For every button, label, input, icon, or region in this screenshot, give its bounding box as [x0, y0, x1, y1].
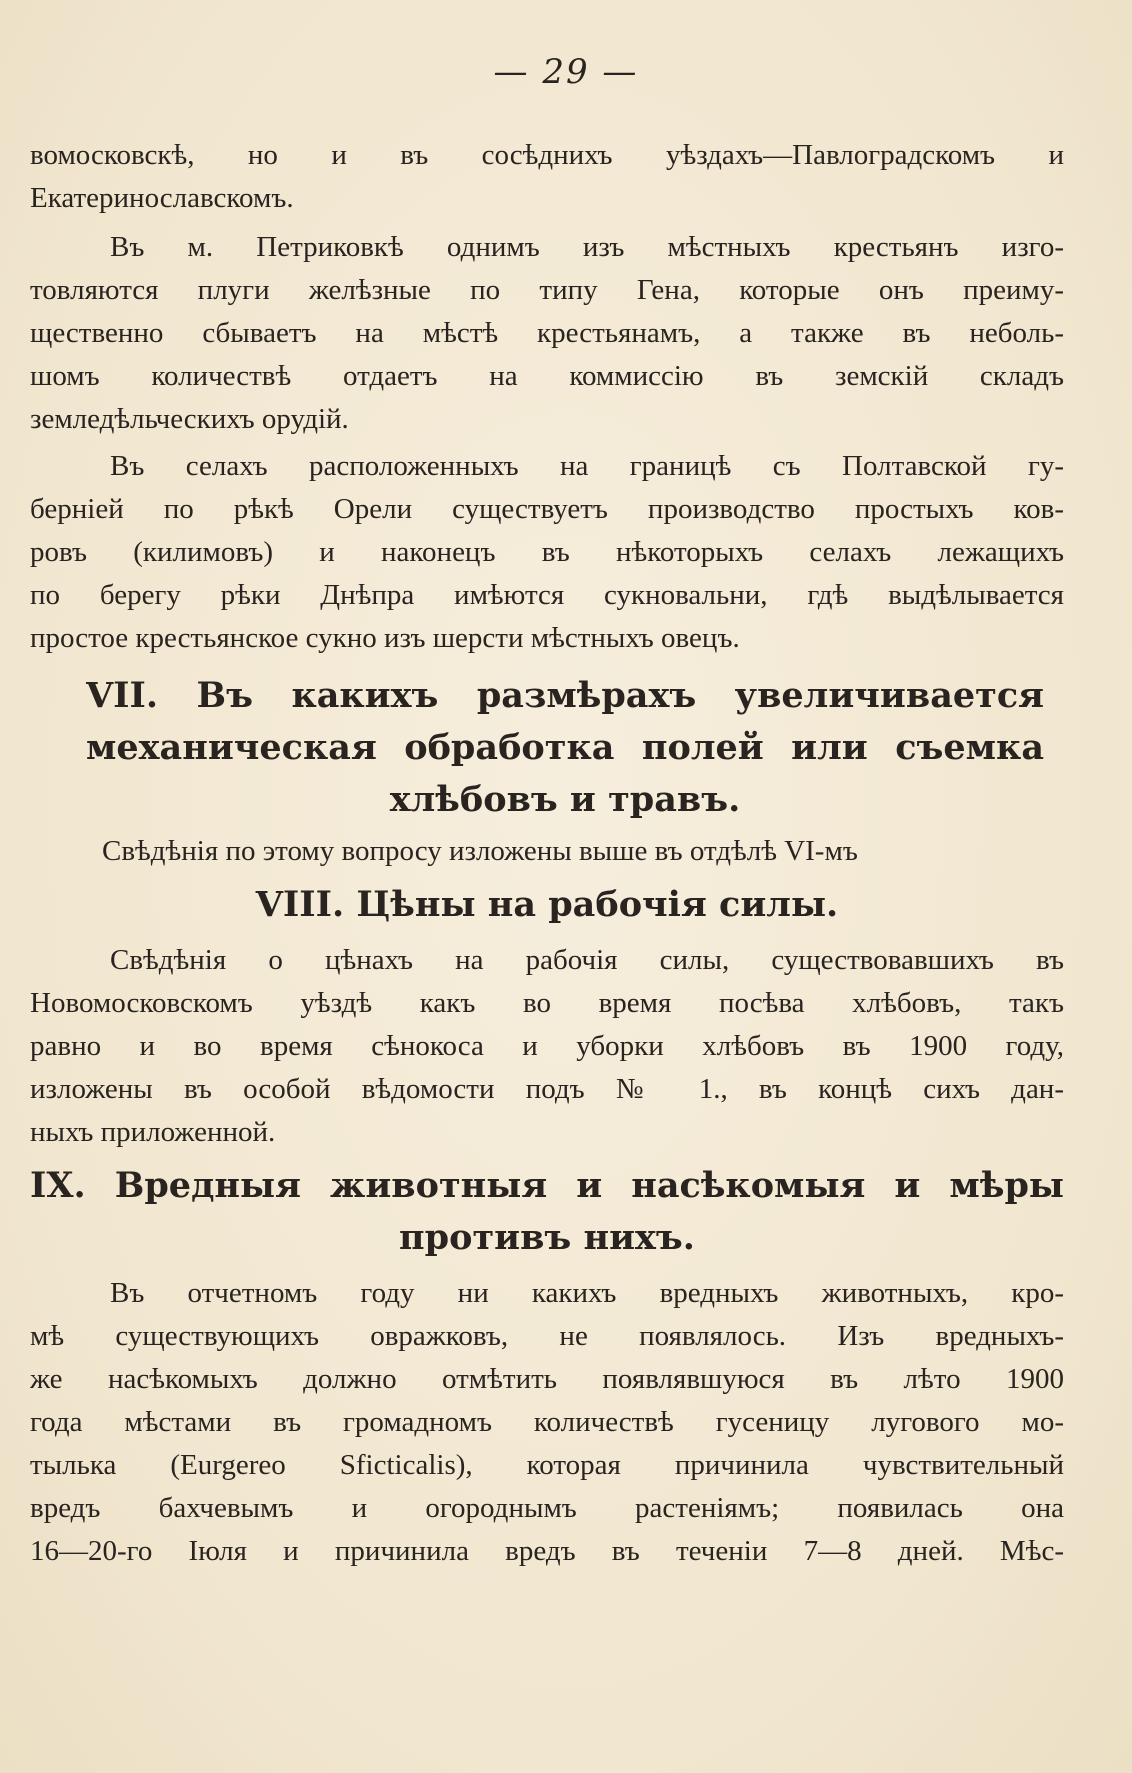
- section-heading-7: [30, 670, 1044, 826]
- text-line: изложены въ особой вѣдомости подъ № 1., въ концѣ сихъ дан-: [30, 1073, 1064, 1105]
- text-line: по берегу рѣки Днѣпра имѣются сукновальни, гдѣ выдѣлывается: [30, 579, 1064, 611]
- page-number: — 29 —: [493, 52, 639, 92]
- text-line: Екатеринославскомъ.: [30, 182, 294, 214]
- text-line: года мѣстами въ громадномъ количествѣ гусеницу лугового мо-: [30, 1406, 1064, 1438]
- text-line: товляются плуги желѣзные по типу Гена, которые онъ преиму-: [30, 274, 1064, 306]
- section-9-text: [30, 1272, 1064, 1573]
- section-8-text: [30, 939, 1064, 1154]
- text-line: Новомосковскомъ уѣздѣ какъ во время посѣва хлѣбовъ, такъ: [30, 987, 1064, 1019]
- paragraph-petrikovka: [30, 226, 1064, 441]
- section-heading-8: VIII. Цѣны на рабочія силы.: [255, 884, 839, 925]
- text-line: вомосковскѣ, но и въ сосѣднихъ уѣздахъ—Павлоградскомъ и: [30, 139, 1064, 171]
- text-line: шомъ количествѣ отдаетъ на коммиссію въ земскій складъ: [30, 360, 1064, 392]
- text-line: ровъ (килимовъ) и наконецъ въ нѣкоторыхъ селахъ лежащихъ: [30, 536, 1064, 568]
- text-line: Свѣдѣнія о цѣнахъ на рабочія силы, существовавшихъ въ: [110, 944, 1064, 976]
- section-7-text: Свѣдѣнія по этому вопросу изложены выше въ отдѣлѣ VI-мъ: [102, 835, 858, 867]
- text-line: берніей по рѣкѣ Орели существуетъ производство простыхъ ков-: [30, 493, 1064, 525]
- heading-line: хлѣбовъ и травъ.: [389, 779, 741, 820]
- page-body: [30, 134, 1064, 1573]
- text-line: же насѣкомыхъ должно отмѣтить появлявшуюся въ лѣто 1900: [30, 1363, 1064, 1395]
- paragraph-continuation: [30, 134, 1064, 220]
- paragraph-poltava-border: [30, 445, 1064, 660]
- text-line: простое крестьянское сукно изъ шерсти мѣстныхъ овецъ.: [30, 622, 740, 654]
- text-line: вредъ бахчевымъ и огороднымъ растеніямъ; появилась она: [30, 1492, 1064, 1524]
- section-heading-9: [30, 1160, 1064, 1264]
- heading-line: противъ нихъ.: [399, 1217, 695, 1258]
- text-line: 16—20-го Іюля и причинила вредъ въ теченіи 7—8 дней. Мѣс-: [30, 1535, 1064, 1567]
- text-line: щественно сбываетъ на мѣстѣ крестьянамъ, а также въ неболь-: [30, 317, 1064, 349]
- text-line: ныхъ приложенной.: [30, 1116, 276, 1148]
- text-line: Въ селахъ расположенныхъ на границѣ съ Полтавской гу-: [110, 450, 1064, 482]
- text-line: земледѣльческихъ орудій.: [30, 403, 349, 435]
- text-line: Въ м. Петриковкѣ однимъ изъ мѣстныхъ крестьянъ изго-: [110, 231, 1064, 263]
- heading-line: IX. Вредныя животныя и насѣкомыя и мѣры: [30, 1165, 1064, 1206]
- heading-line: VII. Въ какихъ размѣрахъ увеличивается: [86, 675, 1044, 716]
- text-line: Въ отчетномъ году ни какихъ вредныхъ животныхъ, кро-: [110, 1277, 1064, 1309]
- text-line: мѣ существующихъ овражковъ, не появлялось. Изъ вредныхъ-: [30, 1320, 1064, 1352]
- text-line: тылька (Eurgereo Sficticalis), которая причинила чувствительный: [30, 1449, 1064, 1481]
- heading-line: механическая обработка полей или съемка: [86, 727, 1044, 768]
- text-line: равно и во время сѣнокоса и уборки хлѣбовъ въ 1900 году,: [30, 1030, 1064, 1062]
